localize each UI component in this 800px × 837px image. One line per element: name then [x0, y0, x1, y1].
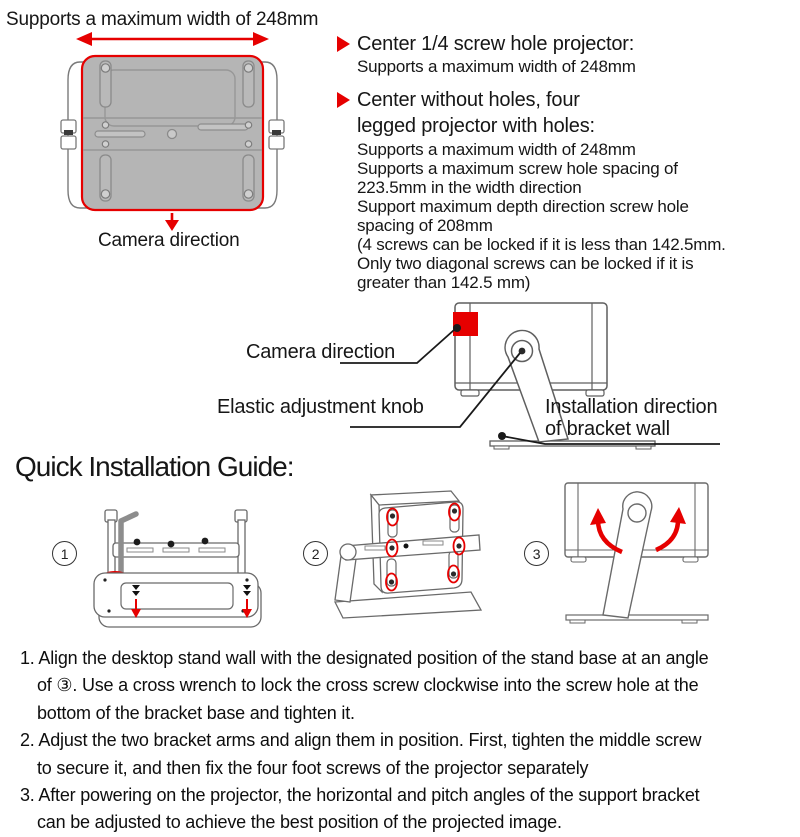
- spec-line: Supports a maximum screw hole spacing of: [357, 159, 678, 178]
- bullet1-title: Center 1/4 screw hole projector:: [357, 33, 635, 55]
- installation-direction-line2: of bracket wall: [545, 417, 670, 440]
- bullet2-spec-block: [357, 140, 726, 292]
- installation-direction-line1: Installation direction: [545, 396, 718, 418]
- step-3-badge: [524, 541, 549, 566]
- bracket-bottom-view-diagram: [50, 28, 300, 238]
- guide-heading: Quick Installation Guide:: [15, 451, 294, 482]
- spec-line: (4 screws can be locked if it is less than 142.5mm.: [357, 235, 726, 254]
- spec-line: spacing of 208mm: [357, 216, 493, 235]
- width-arrow-icon: [76, 32, 269, 46]
- camera-marker: [453, 312, 478, 336]
- step2-diagram: [333, 486, 485, 631]
- instruction-line: to secure it, and then fix the four foot screws of the projector separately: [37, 757, 589, 778]
- spec-line: Supports a maximum width of 248mm: [357, 140, 636, 159]
- spec-line: greater than 142.5 mm): [357, 273, 531, 292]
- step-1-number: 1: [60, 545, 69, 562]
- instruction-line: 3. After powering on the projector, the horizontal and pitch angles of the support bracket: [20, 785, 700, 806]
- step-2-number: 2: [311, 545, 320, 562]
- red-arrow-bullet-icon: [337, 92, 350, 108]
- elastic-adjustment-knob-label: Elastic adjustment knob: [217, 396, 424, 418]
- spec-line: Support maximum depth direction screw hole: [357, 197, 689, 216]
- bullet2-title-line2: legged projector with holes:: [357, 115, 595, 137]
- instruction-line: 2. Adjust the two bracket arms and align them in position. First, tighten the middle screw: [20, 730, 702, 751]
- installation-direction-label: [545, 397, 717, 440]
- camera-direction-label: Camera direction: [98, 230, 240, 251]
- red-arrow-bullet-icon: [337, 36, 350, 52]
- step-3-number: 3: [532, 545, 541, 562]
- camera-direction-label: Camera direction: [246, 341, 396, 363]
- step-1-badge: [52, 541, 77, 566]
- instruction-line: of ③. Use a cross wrench to lock the cross screw clockwise into the screw hole at the: [37, 675, 699, 696]
- instruction-line: 1. Align the desktop stand wall with the designated position of the stand base at an angle: [20, 648, 709, 668]
- camera-direction-arrow-icon: [165, 213, 179, 231]
- bullet1-body: Supports a maximum width of 248mm: [357, 57, 636, 76]
- spec-line: Only two diagonal screws can be locked if it is: [357, 254, 694, 273]
- spec-line: 223.5mm in the width direction: [357, 178, 582, 197]
- step-2-badge: [303, 541, 328, 566]
- instructions-block: [20, 645, 709, 837]
- instruction-line: can be adjusted to achieve the best position of the projected image.: [37, 812, 562, 833]
- step1-diagram: [85, 497, 270, 639]
- step3-diagram: [548, 478, 728, 626]
- max-width-label: Supports a maximum width of 248mm: [6, 9, 319, 30]
- instruction-line: bottom of the bracket base and tighten it.: [37, 702, 355, 723]
- bullet2-title-line1: Center without holes, four: [357, 89, 580, 111]
